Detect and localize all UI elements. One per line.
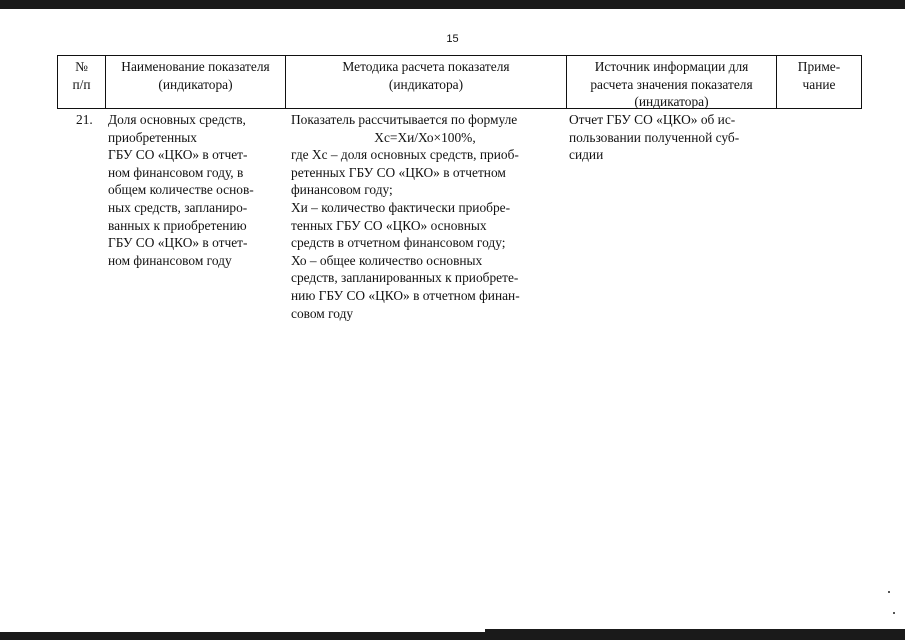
header-method-line-2: (индикатора) xyxy=(388,76,464,92)
header-source-line-1: Источник информации для xyxy=(594,59,749,74)
source-line: сидии xyxy=(569,147,604,163)
page-number: 15 xyxy=(446,33,459,45)
method-line: финансовом году; xyxy=(291,182,393,198)
header-number-line-2: п/п xyxy=(72,76,91,92)
source-line: Отчет ГБУ СО «ЦКО» об ис- xyxy=(569,112,736,127)
method-line: средств в отчетном финансовом году; xyxy=(291,235,506,251)
header-method-line-1: Методика расчета показателя xyxy=(342,59,510,74)
header-indicator-name-line-1: Наименование показателя xyxy=(121,59,270,74)
method-line: тенных ГБУ СО «ЦКО» основных xyxy=(291,217,487,233)
header-number xyxy=(58,58,105,93)
method-formula: Хс=Хи/Хо×100%, xyxy=(374,129,476,145)
method-intro: Показатель рассчитывается по формуле xyxy=(291,112,518,127)
row-name-line: Доля основных средств, xyxy=(108,112,246,127)
method-line: средств, запланированных к приобрете- xyxy=(291,270,519,286)
row-source xyxy=(569,111,769,164)
row-name-line: ных средств, запланиро- xyxy=(108,199,248,215)
method-line: где Хс – доля основных средств, приоб- xyxy=(291,147,519,163)
method-line: ретенных ГБУ СО «ЦКО» в отчетном xyxy=(291,164,506,180)
header-method xyxy=(286,58,566,93)
row-indicator-name xyxy=(108,111,281,269)
source-line: пользовании полученной суб- xyxy=(569,129,740,145)
col-divider-6 xyxy=(861,55,862,109)
row-method xyxy=(291,111,559,322)
method-line: нию ГБУ СО «ЦКО» в отчетном финан- xyxy=(291,287,520,303)
row-name-line: приобретенных xyxy=(108,129,197,145)
row-name-line: ГБУ СО «ЦКО» в отчет- xyxy=(108,235,248,251)
method-line: Хо – общее количество основных xyxy=(291,252,483,268)
header-top-border xyxy=(57,55,862,56)
row-name-line: ванных к приобретению xyxy=(108,217,247,233)
row-number: 21. xyxy=(76,112,93,127)
header-source-line-2: расчета значения показателя xyxy=(590,76,753,92)
scan-border-bottom xyxy=(0,632,905,640)
method-line: Хи – количество фактически приобре- xyxy=(291,199,511,215)
header-source-line-3: (индикатора) xyxy=(634,94,709,110)
header-note-line-2: чание xyxy=(802,76,836,92)
header-note xyxy=(777,58,861,93)
header-number-line-1: № xyxy=(75,59,88,74)
row-name-line: ГБУ СО «ЦКО» в отчет- xyxy=(108,147,248,163)
header-indicator-name-line-2: (индикатора) xyxy=(158,76,233,92)
header-note-line-1: Приме- xyxy=(797,59,841,74)
scan-speck xyxy=(893,612,895,614)
scan-border-top xyxy=(0,0,905,9)
row-name-line: общем количестве основ- xyxy=(108,182,254,198)
scan-speck xyxy=(888,591,890,593)
row-name-line: ном финансовом году xyxy=(108,252,232,268)
header-indicator-name xyxy=(106,58,285,93)
header-source xyxy=(567,58,776,111)
row-name-line: ном финансовом году, в xyxy=(108,164,244,180)
method-line: совом году xyxy=(291,305,354,321)
